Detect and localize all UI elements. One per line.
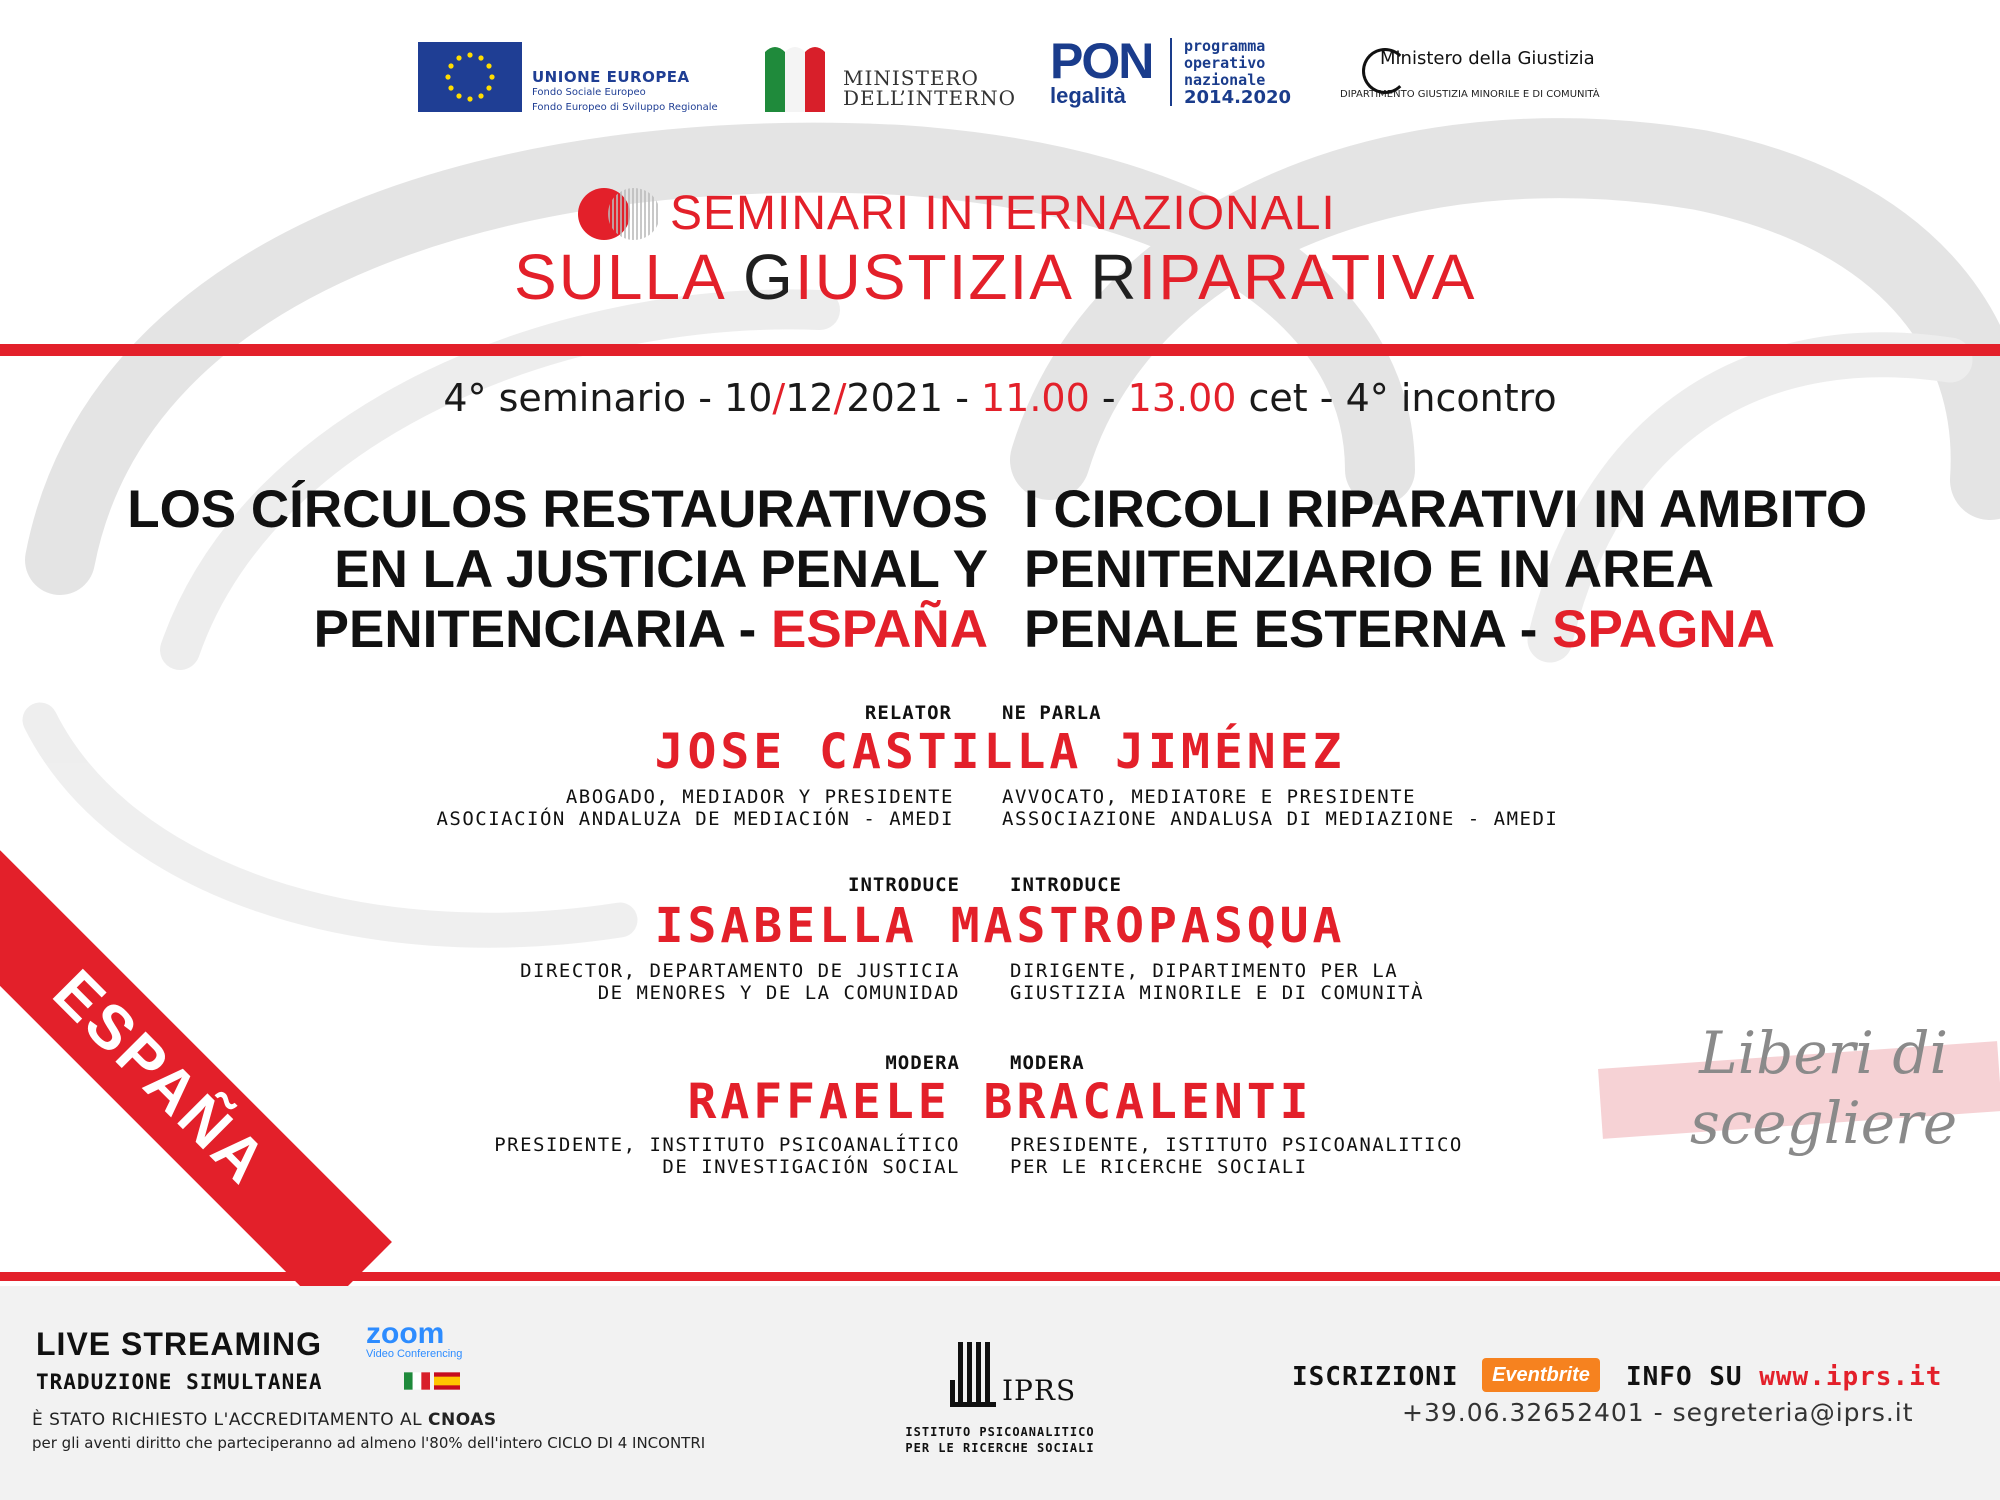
- ministero-line-1: MINISTERO: [843, 66, 979, 90]
- title-es-line-1: LOS CÍRCULOS RESTAURATIVOS: [127, 480, 988, 539]
- iprs-sub-1: ISTITUTO PSICOANALITICO: [905, 1425, 1095, 1439]
- info-slash-2: /: [833, 376, 847, 420]
- info-sep-2: -: [1089, 376, 1128, 420]
- speaker-3-desc-es: [494, 1134, 960, 1178]
- title-spanish: [127, 480, 988, 660]
- seminar-title-line-2: [514, 240, 1476, 314]
- liberi-line-1: Liberi di: [1699, 1019, 1949, 1087]
- eu-name: UNIONE EUROPEA: [532, 68, 690, 86]
- spain-flag-icon: [434, 1372, 460, 1390]
- title-es-line-3: [127, 600, 988, 660]
- pon-right-2: operativo: [1184, 54, 1266, 72]
- info-seminar: 4° seminario -: [443, 376, 725, 420]
- giustizia-title: Ministero della Giustizia: [1380, 48, 1595, 69]
- pon-program-text: [1170, 38, 1291, 106]
- speaker-2-desc-it-2: GIUSTIZIA MINORILE E DI COMUNITÀ: [1010, 982, 1425, 1004]
- speaker-2-desc-es: [520, 960, 960, 1004]
- info-label: [1626, 1362, 1942, 1392]
- speaker-2-name: ISABELLA MASTROPASQUA: [654, 898, 1346, 954]
- title-es-line-3-text: PENITENCIARIA -: [313, 600, 772, 659]
- striped-circle-icon: [608, 188, 660, 240]
- speaker-2-desc-es-1: DIRECTOR, DEPARTAMENTO DE JUSTICIA: [520, 960, 960, 982]
- bottom-red-divider: [0, 1272, 2000, 1281]
- title-iustizia: IUSTIZIA: [794, 241, 1091, 313]
- liberi-di-scegliere-logo: [1690, 1018, 1957, 1158]
- speaker-3-role-it: MODERA: [1010, 1052, 1085, 1074]
- speaker-2-desc-it: [1010, 960, 1424, 1004]
- title-g: G: [743, 241, 795, 313]
- eu-fund-2: Fondo Europeo di Sviluppo Regionale: [532, 102, 718, 113]
- title-it-line-1: I CIRCOLI RIPARATIVI IN AMBITO: [1024, 480, 1868, 539]
- speaker-3-desc-es-2: DE INVESTIGACIÓN SOCIAL: [662, 1156, 960, 1178]
- info-end-time: 13.00: [1127, 376, 1237, 420]
- speaker-3-desc-es-1: PRESIDENTE, INSTITUTO PSICOANALÍTICO: [494, 1134, 960, 1156]
- title-sulla: SULLA: [514, 241, 744, 313]
- giustizia-g-icon: [1362, 48, 1408, 94]
- title-es-country: ESPAÑA: [771, 600, 988, 659]
- ministero-interno-text: [843, 68, 1016, 108]
- speaker-1-desc-it-1: AVVOCATO, MEDIATORE E PRESIDENTE: [1002, 786, 1417, 808]
- iprs-logo-text: IPRS: [1002, 1374, 1077, 1407]
- accreditation-text: È STATO RICHIESTO L'ACCREDITAMENTO AL: [32, 1410, 429, 1430]
- title-it-line-3-text: PENALE ESTERNA -: [1024, 600, 1553, 659]
- speaker-1-name: JOSE CASTILLA JIMÉNEZ: [654, 724, 1346, 780]
- speaker-3-desc-it: [1010, 1134, 1463, 1178]
- eu-logo-text: [532, 70, 718, 115]
- speaker-3-desc-it-2: PER LE RICERCHE SOCIALI: [1010, 1156, 1308, 1178]
- eventbrite-button[interactable]: Eventbrite: [1482, 1358, 1600, 1392]
- ministero-line-2: DELL’INTERNO: [843, 86, 1017, 110]
- speaker-3-name: RAFFAELE BRACALENTI: [687, 1074, 1313, 1130]
- accreditation-note: [32, 1410, 497, 1430]
- contact-info[interactable]: +39.06.32652401 - segreteria@iprs.it: [1402, 1398, 1914, 1427]
- speaker-2-desc-es-2: DE MENORES Y DE LA COMUNIDAD: [597, 982, 960, 1004]
- seminar-title-line-1: SEMINARI INTERNAZIONALI: [670, 187, 1336, 240]
- title-it-country: SPAGNA: [1552, 600, 1775, 659]
- top-red-divider: [0, 344, 2000, 356]
- info-tz: cet - 4° incontro: [1236, 376, 1557, 420]
- speaker-1-role-es: RELATOR: [864, 702, 952, 724]
- pon-right-3: nazionale: [1184, 71, 1266, 89]
- speaker-1-desc-es-1: ABOGADO, MEDIADOR Y PRESIDENTE: [565, 786, 954, 808]
- title-iparativa: IPARATIVA: [1138, 241, 1477, 313]
- info-su-text: INFO SU: [1626, 1362, 1760, 1392]
- italy-flag-icon: [404, 1372, 430, 1390]
- accreditation-cnoas: CNOAS: [428, 1410, 497, 1430]
- speaker-1-desc-es-2: ASOCIACIÓN ANDALUZA DE MEDIACIÓN - AMEDI: [436, 808, 954, 830]
- pon-right-4: 2014.2020: [1184, 87, 1292, 108]
- speaker-1-role-it: NE PARLA: [1002, 702, 1102, 724]
- simultaneous-translation-label: TRADUZIONE SIMULTANEA: [36, 1370, 323, 1394]
- iprs-subtitle: [880, 1424, 1120, 1456]
- speaker-2-role-es: INTRODUCE: [848, 874, 960, 896]
- title-r: R: [1090, 241, 1139, 313]
- zoom-logo[interactable]: [366, 1317, 463, 1360]
- speaker-3-role-es: MODERA: [885, 1052, 960, 1074]
- pon-sub-text: legalità: [1050, 83, 1126, 108]
- title-it-line-3: [1024, 600, 1867, 660]
- registrations-label: ISCRIZIONI: [1292, 1362, 1459, 1392]
- speaker-2-desc-it-1: DIRIGENTE, DIPARTIMENTO PER LA: [1010, 960, 1399, 982]
- zoom-logo-text: zoom: [366, 1317, 445, 1350]
- info-sep-1: -: [943, 376, 981, 420]
- iprs-sub-2: PER LE RICERCHE SOCIALI: [905, 1441, 1095, 1455]
- website-link[interactable]: www.iprs.it: [1759, 1362, 1943, 1392]
- speaker-1-desc-it: [1002, 786, 1558, 830]
- zoom-logo-sub: Video Conferencing: [366, 1348, 463, 1360]
- title-it-line-2: PENITENZIARIO E IN AREA: [1024, 540, 1715, 599]
- accreditation-detail: per gli aventi diritto che parteciperanno ad almeno l'80% dell'intero CICLO DI 4 INCONTRI: [32, 1434, 706, 1452]
- italy-ministry-flag-icon: [765, 42, 825, 112]
- info-start-time: 11.00: [980, 376, 1090, 420]
- info-slash-1: /: [772, 376, 786, 420]
- speaker-3-desc-it-1: PRESIDENTE, ISTITUTO PSICOANALITICO: [1010, 1134, 1463, 1156]
- giustizia-sub: DIPARTIMENTO GIUSTIZIA MINORILE E DI COMUNITÀ: [1340, 89, 1600, 100]
- info-year: 2021: [846, 376, 944, 420]
- seminar-info-line: [200, 376, 1800, 420]
- title-italian: [1024, 480, 1867, 660]
- eu-fund-1: Fondo Sociale Europeo: [532, 87, 646, 98]
- live-streaming-label: LIVE STREAMING: [36, 1326, 323, 1362]
- info-month: 12: [785, 376, 834, 420]
- liberi-line-2: scegliere: [1690, 1089, 1958, 1157]
- pon-right-1: programma: [1184, 37, 1266, 55]
- speaker-1-desc-it-2: ASSOCIAZIONE ANDALUSA DI MEDIAZIONE - AMEDI: [1002, 808, 1559, 830]
- pon-main-text: PON: [1050, 33, 1153, 89]
- espana-ribbon: ESPAÑA: [0, 846, 392, 1310]
- title-es-line-2: EN LA JUSTICIA PENAL Y: [334, 540, 988, 599]
- speaker-1-desc-es: [436, 786, 954, 830]
- ministero-giustizia-logo: [1340, 48, 1600, 100]
- info-day: 10: [724, 376, 773, 420]
- eu-flag-icon: [418, 42, 522, 112]
- pon-legalita-logo: [1050, 33, 1153, 108]
- speaker-2-role-it: INTRODUCE: [1010, 874, 1122, 896]
